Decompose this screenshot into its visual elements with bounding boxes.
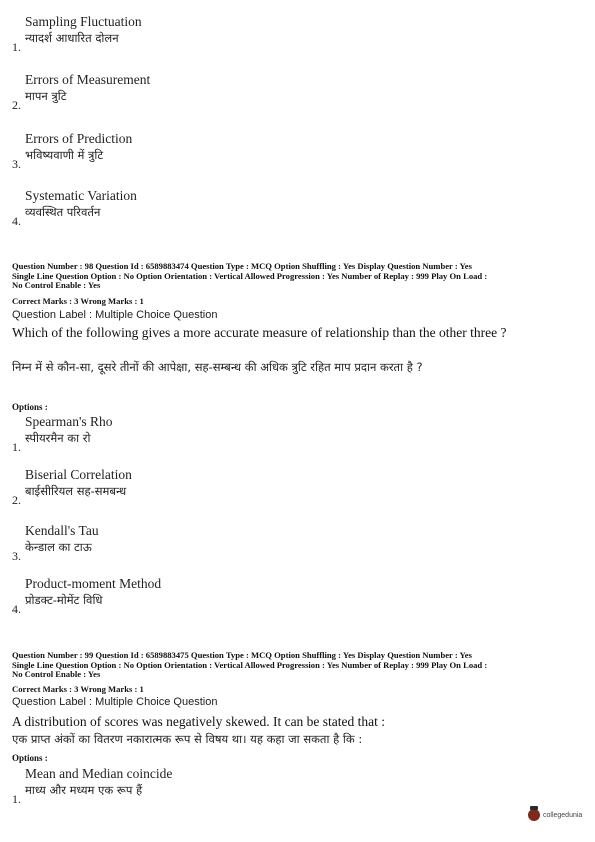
option-text-hi: मापन त्रुटि: [25, 89, 67, 103]
graduation-cap-icon: [528, 809, 540, 821]
meta-line-3: No Control Enable : Yes: [12, 280, 101, 291]
option-text-en: Product-moment Method: [25, 576, 162, 591]
question-meta: [12, 651, 582, 680]
meta-line-3: No Control Enable : Yes: [12, 669, 101, 680]
option-text-hi: भविष्यवाणी में त्रुटि: [25, 148, 104, 162]
option-text-en: Biserial Correlation: [25, 467, 132, 482]
meta-line-2: Single Line Question Option : No Option Orientation : Vertical Allowed Progression : Yes Number of Replay : 999 Play On Load :: [12, 659, 488, 670]
option-text-hi: व्यवस्थित परिवर्तन: [25, 205, 101, 219]
question-text-hi: एक प्राप्त अंकों का वितरण नकारात्मक रूप से विषय था। यह कहा जा सकता है कि :: [12, 732, 363, 746]
meta-line-2: Single Line Question Option : No Option Orientation : Vertical Allowed Progression : Yes Number of Replay : 999 Play On Load :: [12, 270, 488, 281]
option-text-en: Spearman's Rho: [25, 414, 113, 429]
option-text-en: Systematic Variation: [25, 188, 137, 203]
option-number: 2.: [12, 98, 21, 112]
meta-line-1: Question Number : 98 Question Id : 6589883474 Question Type : MCQ Option Shuffling : Yes Display Question Number : Yes: [12, 261, 472, 271]
option-number: 1.: [12, 440, 21, 454]
option-text-hi: केन्डाल का टाऊ: [25, 540, 92, 554]
option-number: 4.: [12, 214, 21, 228]
collegedunia-logo: [528, 809, 582, 821]
meta-line-1: Question Number : 99 Question Id : 6589883475 Question Type : MCQ Option Shuffling : Yes Display Question Number : Yes: [12, 650, 472, 660]
option-text-hi: माध्य और मध्यम एक रूप हैं: [25, 783, 143, 797]
options-label: Options :: [12, 402, 48, 412]
option-number: 3.: [12, 549, 21, 563]
question-text-hi: निम्न में से कौन-सा, दूसरे तीनों की आपेक्षा, सह-सम्बन्ध की अधिक त्रुटि रहित माप प्रदान करता है ?: [12, 360, 423, 374]
option-number: 3.: [12, 157, 21, 171]
option-text-en: Kendall's Tau: [25, 523, 99, 538]
options-label: Options :: [12, 753, 48, 763]
option-number: 4.: [12, 602, 21, 616]
option-text-en: Mean and Median coincide: [25, 766, 173, 781]
option-number: 1.: [12, 792, 21, 806]
option-text-en: Errors of Prediction: [25, 131, 133, 146]
option-text-hi: प्रोडक्ट-मोमेंट विधि: [25, 593, 103, 607]
question-meta: [12, 262, 582, 291]
option-text-en: Sampling Fluctuation: [25, 14, 142, 29]
option-text-hi: न्यादर्श आधारित दोलन: [25, 31, 119, 45]
option-number: 1.: [12, 40, 21, 54]
question-text-en: A distribution of scores was negatively skewed. It can be stated that :: [12, 714, 386, 729]
question-label: Question Label : Multiple Choice Question: [12, 696, 218, 708]
question-label: Question Label : Multiple Choice Question: [12, 309, 218, 321]
logo-text: collegedunia: [543, 811, 583, 819]
question-text-en: Which of the following gives a more accurate measure of relationship than the other three ?: [12, 325, 507, 340]
option-text-en: Errors of Measurement: [25, 72, 151, 87]
option-text-hi: स्पीयरमैन का रो: [25, 431, 91, 445]
question-marks: Correct Marks : 3 Wrong Marks : 1: [12, 684, 144, 694]
question-marks: Correct Marks : 3 Wrong Marks : 1: [12, 296, 144, 306]
option-number: 2.: [12, 493, 21, 507]
option-text-hi: बाईसीरियल सह-समबन्ध: [25, 484, 127, 498]
